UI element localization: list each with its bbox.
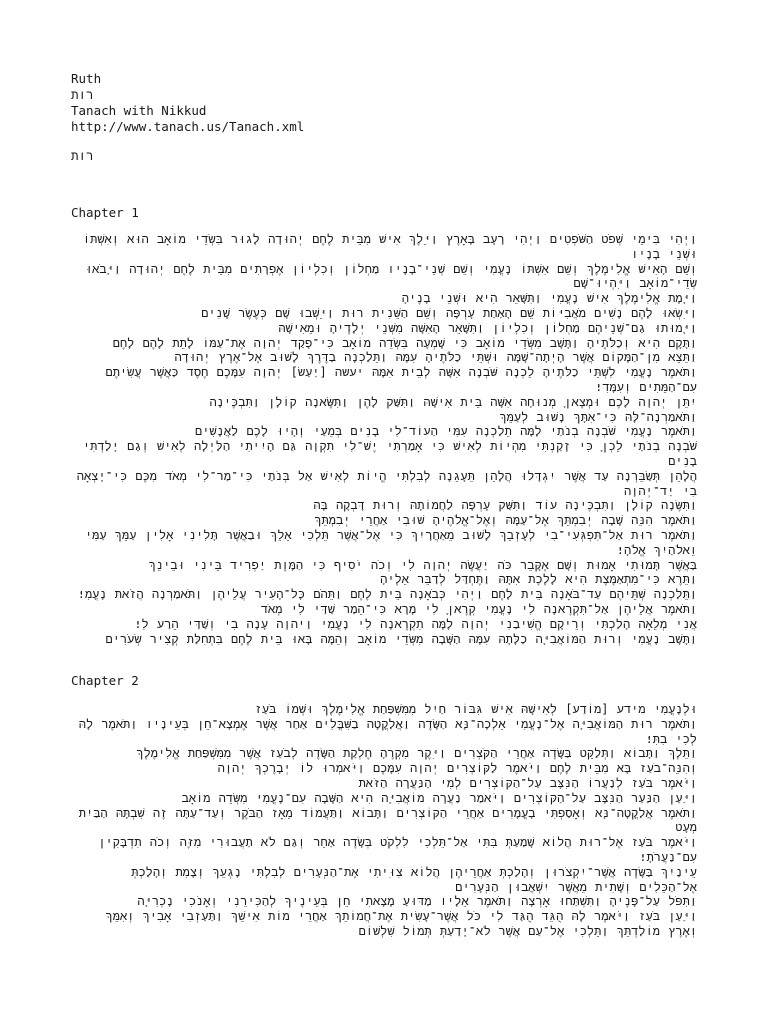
verse-line: וַיִּשְׂאוּ לָהֶם נָשִׁים מֹאֲבִיּוֹת שֵׁם הָאַחַת עָרְפָּה וְשֵׁם הַשֵּׁנִית רוּת וַיֵּשְׁבוּ שָׁם כְּעֶשֶׂר שָׁנִים bbox=[201, 305, 697, 320]
source-title: Tanach with Nikkud bbox=[71, 103, 207, 118]
chapter-heading: Chapter 1 bbox=[71, 205, 139, 220]
book-name-hebrew: רות bbox=[71, 87, 94, 102]
verse-line: וּלְנָעֳמִי מידע [מוֹדַע] לְאִישָׁהּ אִישׁ גִּבּוֹר חַיִל מִמִּשְׁפַּחַת אֱלִימֶלֶךְ וּשְׁמוֹ בֹּעַז bbox=[254, 702, 697, 716]
verse-line: וַתֹּאמֶר אֲלֵיהֶן אַל־תִּקְרֶאנָה לִי נָעֳמִי קְרֶאןָ לִי מָרָא כִּי־הֵמַר שַׁדַּי לִי מְאֹד bbox=[260, 601, 697, 616]
verse-line: וַתֹּאמֶר נָעֳמִי לִשְׁתֵּי כַלֹּתֶיהָ לֵכְנָה שֹּׁבְנָה אִשָּׁה לְבֵית אִמָּהּ יעשה [יַעַשׂ] יְהוָה עִמָּכֶם חֶסֶד כַּאֲשֶׁר עֲשִׂיתֶם עִם־הַמֵּתִים וְעִמָּדִי׃ bbox=[105, 365, 697, 394]
verse-line: וַיָּמוּתוּ גַם־שְׁנֵיהֶם מַחְלוֹן וְכִלְיוֹן וַתִּשָּׁאֵר הָאִשָּׁה מִשְּׁנֵי יְלָדֶיהָ וּמֵאִישָׁהּ bbox=[278, 320, 697, 335]
verse-line: וַתֹּאמַרְנָה־לָּהּ כִּי־אִתָּךְ נָשׁוּב לְעַמֵּךְ bbox=[499, 409, 697, 424]
verse-line: וַיְהִי בִּימֵי שְׁפֹט הַשֹּׁפְטִים וַיְהִי רָעָב בָּאָרֶץ וַיֵּלֶךְ אִישׁ מִבֵּית לֶחֶם יְהוּדָה לָגוּר בִּשְׂדֵי מוֹאָב הוּא וְאִשְׁתּוֹ וּשְׁנֵי בָנָיו bbox=[82, 232, 697, 261]
chapter-heading: Chapter 2 bbox=[71, 673, 139, 688]
book-name-english: Ruth bbox=[71, 71, 102, 86]
verse-line: בַּאֲשֶׁר תָּמוּתִי אָמוּת וְשָׁם אֶקָּבֵר כֹּה יַעֲשֶׂה יְהוָה לִי וְכֹה יֹסִיף כִּי הַמָּוֶת יַפְרִיד בֵּינִי וּבֵינֵךְ bbox=[148, 557, 697, 572]
verse-line: שֹׁבְנָה בְנֹתַי לֵכְןָ כִּי זָקַנְתִּי מִהְיוֹת לְאִישׁ כִּי אָמַרְתִּי יֶשׁ־לִי תִקְוָה גַּם הָיִיתִי הַלַּיְלָה לְאִישׁ וְגַם יָלַדְתִּי בָנִים bbox=[82, 439, 697, 468]
source-url: http://www.tanach.us/Tanach.xml bbox=[71, 119, 305, 134]
verse-line: וַתֵּצֵא מִן־הַמָּקוֹם אֲשֶׁר הָיְתָה־שָׁמָּה וּשְׁתֵּי כַלֹּתֶיהָ עִמָּהּ וַתֵּלַכְנָה בַדֶּרֶךְ לָשׁוּב אֶל־אֶרֶץ יְהוּדָה bbox=[174, 350, 697, 365]
verse-line: וַיֹּאמֶר בֹּעַז אֶל־רוּת הֲלוֹא שָׁמַעַתְּ בִּתִּי אַל־תֵּלְכִי לִלְקֹט בְּשָׂדֶה אַחֵר וְגַם לֹא תַעֲבוּרִי מִזֶּה וְכֹה תִדְבָּקִין עִם־נַעֲרֹתָי׃ bbox=[98, 835, 697, 864]
verse-line: וַתִּשֶּׂנָה קוֹלָן וַתִּבְכֶּינָה עוֹד וַתִּשַּׁק עָרְפָּה לַחֲמוֹתָהּ וְרוּת דָּבְקָה בָּהּ bbox=[313, 498, 697, 513]
verse-line: וְשֵׁם הָאִישׁ אֱלִימֶלֶךְ וְשֵׁם אִשְׁתּוֹ נָעֳמִי וְשֵׁם שְׁנֵי־בָנָיו מַחְלוֹן וְכִלְיוֹן אֶפְרָתִים מִבֵּית לֶחֶם יְהוּדָה וַיָּבֹאוּ שְׂדֵי־מוֹאָב וַיִּהְיוּ־שָׁם bbox=[84, 261, 697, 291]
document-header bbox=[71, 71, 304, 135]
verse-line: וַתֹּאמֶר נָעֳמִי שֹׁבְנָה בְנֹתַי לָמָּה תֵלַכְנָה עִמִּי הַעוֹד־לִי בָנִים בְּמֵעַי וְהָיוּ לָכֶם לַאֲנָשִׁים bbox=[195, 424, 697, 439]
chapter-1-verses bbox=[71, 232, 697, 646]
book-title: רות bbox=[71, 148, 94, 163]
verse-line: וַתֹּאמֶר רוּת הַמּוֹאֲבִיָּה אֶל־נָעֳמִי אֵלְכָה־נָּא הַשָּׂדֶה וַאֲלַקֳטָה בַשִּׁבֳּלִים אַחַר אֲשֶׁר אֶמְצָא־חֵן בְּעֵינָיו וַתֹּאמֶר לָהּ לְכִי בִתִּי׃ bbox=[78, 716, 697, 746]
verse-line: וַתִּפֹּל עַל־פָּנֶיהָ וַתִּשְׁתַּחוּ אָרְצָה וַתֹּאמֶר אֵלָיו מַדּוּעַ מָצָאתִי חֵן בְּעֵינֶיךָ לְהַכִּירֵנִי וְאָנֹכִי נָכְרִיָּה bbox=[137, 894, 697, 909]
verse-line: וַתֹּאמֶר אֲלַקֳטָה־נָּא וְאָסַפְתִּי בָעֳמָרִים אַחֲרֵי הַקּוֹצְרִים וַתָּבוֹא וַתַּעֲמוֹד מֵאָז הַבֹּקֶר וְעַד־עַתָּה זֶה שִׁבְתָּהּ הַבַּיִת מְעָט bbox=[78, 805, 697, 835]
verse-line: וַתֵּלַכְנָה שְׁתֵּיהֶם עַד־בֹּאָנָה בֵּית לָחֶם וַיְהִי כְּבֹאָנָה בֵּית לֶחֶם וַתֵּהֹם כָּל־הָעִיר עֲלֵיהֶן וַתֹּאמַרְנָה הֲזֹאת נָעֳמִי׃ bbox=[77, 587, 697, 602]
verse-line: וַתֵּלֶךְ וַתָּבוֹא וַתְּלַקֵּט בַּשָּׂדֶה אַחֲרֵי הַקֹּצְרִים וַיִּקֶר מִקְרֶהָ חֶלְקַת הַשָּׂדֶה לְבֹעַז אֲשֶׁר מִמִּשְׁפַּחַת אֱלִימֶלֶךְ bbox=[136, 746, 697, 761]
verse-line: וַיָּמָת אֱלִימֶלֶךְ אִישׁ נָעֳמִי וַתִּשָּׁאֵר הִיא וּשְׁנֵי בָנֶיהָ bbox=[401, 291, 697, 306]
verse-line: וַיַּעַן בֹּעַז וַיֹּאמֶר לָהּ הֻגֵּד הֻגַּד לִי כֹּל אֲשֶׁר־עָשִׂית אֶת־חֲמוֹתֵךְ אַחֲרֵי מוֹת אִישֵׁךְ וַתַּעַזְבִי אָבִיךְ וְאִמֵּךְ וְאֶרֶץ מוֹלַדְתֵּךְ וַתֵּלְכִי אֶל־עַם אֲשֶׁר לֹא־יָדַעַתְּ תְּמוֹל שִׁלְשׁוֹם bbox=[105, 909, 697, 938]
verse-line: הֲלָהֵן תְּשַׂבֵּרְנָה עַד אֲשֶׁר יִגְדָּלוּ הֲלָהֵן תֵּעָגֵנָה לְבִלְתִּי הֱיוֹת לְאִישׁ אַל בְּנֹתַי כִּי־מַר־לִי מְאֹד מִכֶּם כִּי־יָצְאָה בִי יַד־יְהוָה bbox=[76, 468, 697, 498]
verse-line: וַתָּשָׁב נָעֳמִי וְרוּת הַמּוֹאֲבִיָּה כַלָּתָהּ עִמָּהּ הַשָּׁבָה מִשְּׂדֵי מוֹאָב וְהֵמָּה בָּאוּ בֵּית לֶחֶם בִּתְחִלַּת קְצִיר שְׂעֹרִים bbox=[105, 631, 697, 646]
verse-line: וַתָּקָם הִיא וְכַלֹּתֶיהָ וַתָּשָׁב מִשְּׂדֵי מוֹאָב כִּי שָׁמְעָה בִּשְׂדֵה מוֹאָב כִּי־פָקַד יְהוָה אֶת־עַמּוֹ לָתֵת לָהֶם לָחֶם bbox=[112, 335, 697, 350]
verse-line: וַיַּעַן הַנַּעַר הַנִּצָּב עַל־הַקּוֹצְרִים וַיֹּאמַר נַעֲרָה מוֹאֲבִיָּה הִיא הַשָּׁבָה עִם־נָעֳמִי מִשְּׂדֵה מוֹאָב bbox=[181, 790, 697, 805]
verse-line: אֲנִי מְלֵאָה הָלַכְתִּי וְרֵיקָם הֱשִׁיבַנִי יְהוָה לָמָּה תִקְרֶאנָה לִי נָעֳמִי וַיהוָה עָנָה בִי וְשַׁדַּי הֵרַע לִי׃ bbox=[134, 616, 697, 631]
verse-line: וַתֹּאמֶר הִנֵּה שָׁבָה יְבִמְתֵּךְ אֶל־עַמָּהּ וְאֶל־אֱלֹהֶיהָ שׁוּבִי אַחֲרֵי יְבִמְתֵּךְ bbox=[314, 513, 697, 528]
chapter-2-verses bbox=[71, 702, 697, 939]
verse-line: יִתֵּן יְהוָה לָכֶם וּמְצֶאןָ מְנוּחָה אִשָּׁה בֵּית אִישָׁהּ וַתִּשַּׁק לָהֶן וַתִּשֶּׂאנָה קוֹלָן וַתִּבְכֶּינָה bbox=[209, 394, 697, 409]
verse-line: וַתֵּרֶא כִּי־מִתְאַמֶּצֶת הִיא לָלֶכֶת אִתָּהּ וַתֶּחְדַּל לְדַבֵּר אֵלֶיהָ bbox=[380, 572, 697, 587]
verse-line: וַתֹּאמֶר רוּת אַל־תִּפְגְּעִי־בִי לְעָזְבֵךְ לָשׁוּב מֵאַחֲרָיִךְ כִּי אֶל־אֲשֶׁר תֵּלְכִי אֵלֵךְ וּבַאֲשֶׁר תָּלִינִי אָלִין עַמֵּךְ עַמִּי וֵאלֹהַיִךְ אֱלֹהָי׃ bbox=[84, 527, 697, 557]
verse-line: וְהִנֵּה־בֹעַז בָּא מִבֵּית לֶחֶם וַיֹּאמֶר לַקּוֹצְרִים יְהוָה עִמָּכֶם וַיֹּאמְרוּ לוֹ יְבָרֶכְךָ יְהוָה bbox=[217, 761, 697, 776]
verse-line: עֵינַיִךְ בַּשָּׂדֶה אֲשֶׁר־יִקְצֹרוּן וְהָלַכְתְּ אַחֲרֵיהֶן הֲלוֹא צִוִּיתִי אֶת־הַנְּעָרִים לְבִלְתִּי נָגְעֵךְ וְצָמִת וְהָלַכְתְּ אֶל־הַכֵּלִים וְשָׁתִית מֵאֲשֶׁר יִשְׁאֲבוּן הַנְּעָרִים bbox=[131, 864, 697, 894]
verse-line: וַיֹּאמֶר בֹּעַז לְנַעֲרוֹ הַנִּצָּב עַל־הַקּוֹצְרִים לְמִי הַנַּעֲרָה הַזֹּאת bbox=[358, 775, 697, 790]
